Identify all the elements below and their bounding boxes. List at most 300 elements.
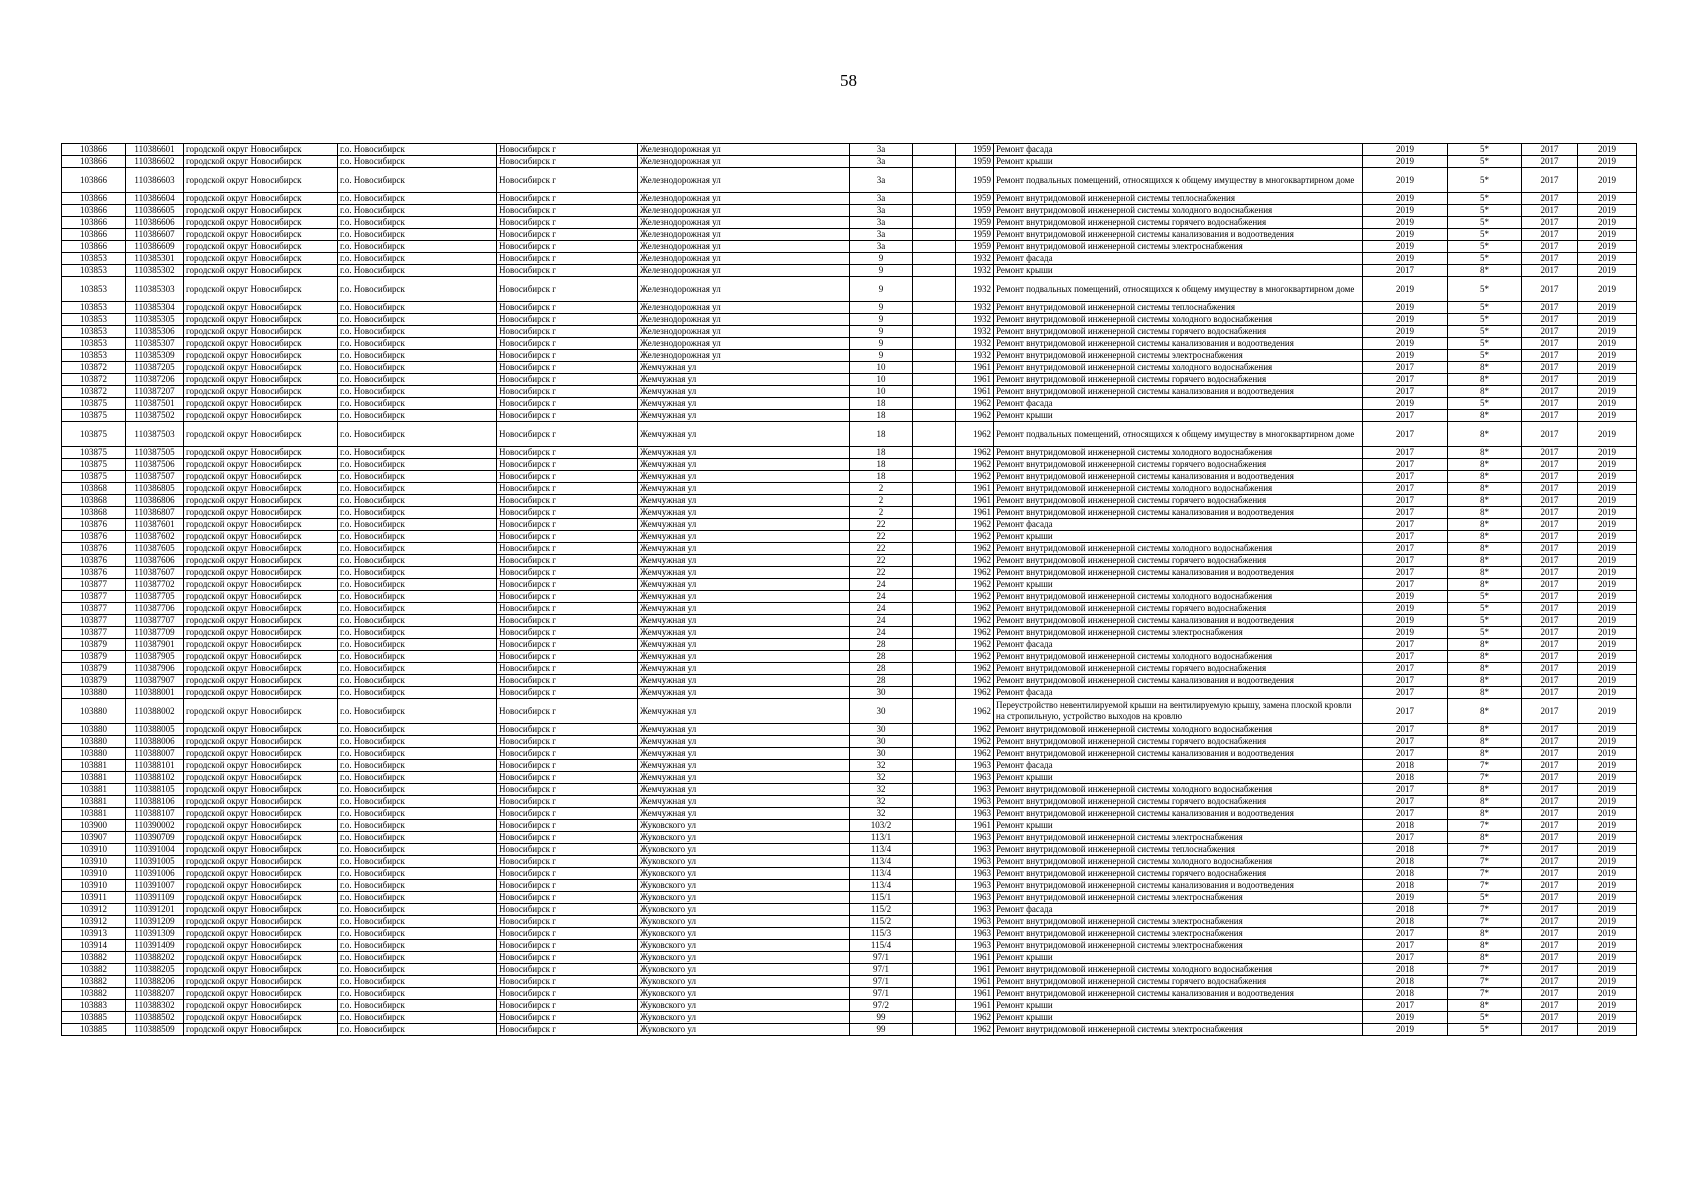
cell-locality: Новосибирск г	[497, 808, 638, 820]
cell-locality: Новосибирск г	[497, 156, 638, 168]
cell-settlement: г.о. Новосибирск	[338, 519, 497, 531]
cell-period-start: 2017	[1522, 374, 1578, 386]
cell-element-id: 110387205	[126, 362, 184, 374]
cell-building-cell	[913, 495, 956, 507]
cell-house-number: 9	[850, 350, 913, 362]
cell-plan-year: 2017	[1363, 687, 1448, 699]
cell-plan-year: 2017	[1363, 471, 1448, 483]
cell-street: Железнодорожная ул	[638, 277, 850, 302]
cell-criterion: 8*	[1448, 507, 1522, 519]
cell-period-start: 2017	[1522, 326, 1578, 338]
cell-plan-year: 2019	[1363, 217, 1448, 229]
cell-locality: Новосибирск г	[497, 675, 638, 687]
cell-locality: Новосибирск г	[497, 567, 638, 579]
cell-element-id: 110388207	[126, 988, 184, 1000]
cell-locality: Новосибирск г	[497, 868, 638, 880]
cell-building-cell	[913, 386, 956, 398]
cell-building-cell	[913, 531, 956, 543]
cell-work-type: Ремонт фасада	[994, 144, 1363, 156]
cell-element-id: 110386601	[126, 144, 184, 156]
cell-criterion: 5*	[1448, 326, 1522, 338]
cell-plan-year: 2019	[1363, 350, 1448, 362]
cell-work-type: Ремонт внутридомовой инженерной системы горячего водоснабжения	[994, 217, 1363, 229]
cell-period-end: 2019	[1578, 892, 1637, 904]
cell-build-year: 1963	[956, 784, 994, 796]
cell-build-year: 1963	[956, 868, 994, 880]
cell-house-number: 18	[850, 447, 913, 459]
cell-building-cell	[913, 591, 956, 603]
cell-municipal-district: городской округ Новосибирск	[184, 675, 338, 687]
cell-build-year: 1962	[956, 603, 994, 615]
cell-plan-year: 2019	[1363, 144, 1448, 156]
cell-building-cell	[913, 567, 956, 579]
cell-period-start: 2017	[1522, 144, 1578, 156]
cell-element-id: 110387506	[126, 459, 184, 471]
cell-period-end: 2019	[1578, 567, 1637, 579]
cell-house-number: 2	[850, 507, 913, 519]
cell-locality: Новосибирск г	[497, 495, 638, 507]
cell-house-id: 103875	[62, 398, 126, 410]
cell-house-id: 103876	[62, 531, 126, 543]
cell-municipal-district: городской округ Новосибирск	[184, 687, 338, 699]
cell-element-id: 110387607	[126, 567, 184, 579]
cell-period-start: 2017	[1522, 615, 1578, 627]
cell-period-end: 2019	[1578, 459, 1637, 471]
cell-house-id: 103866	[62, 229, 126, 241]
cell-locality: Новосибирск г	[497, 748, 638, 760]
cell-element-id: 110390002	[126, 820, 184, 832]
cell-build-year: 1962	[956, 410, 994, 422]
cell-period-end: 2019	[1578, 663, 1637, 675]
cell-house-id: 103876	[62, 567, 126, 579]
cell-period-end: 2019	[1578, 229, 1637, 241]
cell-period-end: 2019	[1578, 976, 1637, 988]
cell-plan-year: 2019	[1363, 205, 1448, 217]
cell-municipal-district: городской округ Новосибирск	[184, 507, 338, 519]
cell-house-id: 103881	[62, 796, 126, 808]
cell-element-id: 110391007	[126, 880, 184, 892]
cell-period-end: 2019	[1578, 952, 1637, 964]
cell-build-year: 1961	[956, 820, 994, 832]
cell-criterion: 8*	[1448, 555, 1522, 567]
cell-house-number: 28	[850, 639, 913, 651]
cell-period-start: 2017	[1522, 314, 1578, 326]
cell-criterion: 8*	[1448, 422, 1522, 447]
cell-house-number: 9	[850, 253, 913, 265]
cell-build-year: 1962	[956, 651, 994, 663]
cell-locality: Новосибирск г	[497, 856, 638, 868]
cell-house-number: 10	[850, 362, 913, 374]
cell-criterion: 8*	[1448, 543, 1522, 555]
table-row	[62, 796, 1637, 808]
cell-building-cell	[913, 784, 956, 796]
cell-plan-year: 2017	[1363, 422, 1448, 447]
table-row	[62, 940, 1637, 952]
cell-locality: Новосибирск г	[497, 422, 638, 447]
cell-street: Жемчужная ул	[638, 447, 850, 459]
cell-municipal-district: городской округ Новосибирск	[184, 144, 338, 156]
table-row	[62, 495, 1637, 507]
cell-house-number: 2	[850, 483, 913, 495]
cell-work-type: Ремонт внутридомовой инженерной системы электроснабжения	[994, 916, 1363, 928]
cell-element-id: 110386805	[126, 483, 184, 495]
cell-build-year: 1963	[956, 760, 994, 772]
cell-municipal-district: городской округ Новосибирск	[184, 156, 338, 168]
cell-criterion: 8*	[1448, 531, 1522, 543]
cell-build-year: 1962	[956, 519, 994, 531]
cell-period-end: 2019	[1578, 314, 1637, 326]
cell-house-number: 97/1	[850, 952, 913, 964]
cell-element-id: 110387505	[126, 447, 184, 459]
cell-element-id: 110391209	[126, 916, 184, 928]
cell-work-type: Ремонт крыши	[994, 410, 1363, 422]
table-row	[62, 531, 1637, 543]
cell-criterion: 5*	[1448, 1012, 1522, 1024]
cell-house-id: 103868	[62, 507, 126, 519]
cell-plan-year: 2018	[1363, 964, 1448, 976]
cell-plan-year: 2017	[1363, 386, 1448, 398]
cell-criterion: 7*	[1448, 856, 1522, 868]
cell-work-type: Ремонт внутридомовой инженерной системы горячего водоснабжения	[994, 326, 1363, 338]
cell-building-cell	[913, 471, 956, 483]
cell-plan-year: 2019	[1363, 615, 1448, 627]
cell-street: Железнодорожная ул	[638, 193, 850, 205]
table-row	[62, 1024, 1637, 1036]
table-row	[62, 784, 1637, 796]
cell-element-id: 110387706	[126, 603, 184, 615]
cell-settlement: г.о. Новосибирск	[338, 627, 497, 639]
cell-house-number: 30	[850, 724, 913, 736]
cell-period-start: 2017	[1522, 519, 1578, 531]
cell-municipal-district: городской округ Новосибирск	[184, 820, 338, 832]
cell-locality: Новосибирск г	[497, 736, 638, 748]
cell-house-number: 18	[850, 471, 913, 483]
cell-period-start: 2017	[1522, 964, 1578, 976]
cell-plan-year: 2017	[1363, 748, 1448, 760]
cell-municipal-district: городской округ Новосибирск	[184, 760, 338, 772]
cell-period-start: 2017	[1522, 940, 1578, 952]
cell-build-year: 1962	[956, 675, 994, 687]
cell-build-year: 1962	[956, 447, 994, 459]
cell-house-id: 103877	[62, 603, 126, 615]
cell-building-cell	[913, 724, 956, 736]
cell-period-start: 2017	[1522, 579, 1578, 591]
cell-house-number: 24	[850, 603, 913, 615]
cell-plan-year: 2018	[1363, 916, 1448, 928]
cell-street: Жемчужная ул	[638, 471, 850, 483]
cell-plan-year: 2017	[1363, 639, 1448, 651]
cell-settlement: г.о. Новосибирск	[338, 639, 497, 651]
cell-criterion: 8*	[1448, 471, 1522, 483]
cell-plan-year: 2018	[1363, 904, 1448, 916]
cell-period-start: 2017	[1522, 386, 1578, 398]
cell-locality: Новосибирск г	[497, 314, 638, 326]
cell-municipal-district: городской округ Новосибирск	[184, 386, 338, 398]
cell-period-end: 2019	[1578, 362, 1637, 374]
cell-locality: Новосибирск г	[497, 663, 638, 675]
cell-building-cell	[913, 241, 956, 253]
cell-period-end: 2019	[1578, 844, 1637, 856]
cell-element-id: 110391109	[126, 892, 184, 904]
cell-building-cell	[913, 651, 956, 663]
cell-period-end: 2019	[1578, 1012, 1637, 1024]
cell-settlement: г.о. Новосибирск	[338, 904, 497, 916]
cell-locality: Новосибирск г	[497, 326, 638, 338]
cell-build-year: 1959	[956, 168, 994, 193]
cell-criterion: 8*	[1448, 483, 1522, 495]
cell-settlement: г.о. Новосибирск	[338, 748, 497, 760]
cell-period-end: 2019	[1578, 410, 1637, 422]
cell-plan-year: 2019	[1363, 627, 1448, 639]
cell-element-id: 110387906	[126, 663, 184, 675]
cell-house-number: 24	[850, 591, 913, 603]
cell-settlement: г.о. Новосибирск	[338, 483, 497, 495]
cell-municipal-district: городской округ Новосибирск	[184, 253, 338, 265]
cell-street: Жемчужная ул	[638, 736, 850, 748]
cell-work-type: Ремонт внутридомовой инженерной системы электроснабжения	[994, 928, 1363, 940]
cell-house-id: 103872	[62, 386, 126, 398]
cell-settlement: г.о. Новосибирск	[338, 736, 497, 748]
cell-settlement: г.о. Новосибирск	[338, 699, 497, 724]
cell-work-type: Ремонт внутридомовой инженерной системы электроснабжения	[994, 350, 1363, 362]
cell-locality: Новосибирск г	[497, 952, 638, 964]
cell-locality: Новосибирск г	[497, 531, 638, 543]
cell-plan-year: 2017	[1363, 543, 1448, 555]
cell-locality: Новосибирск г	[497, 928, 638, 940]
cell-building-cell	[913, 507, 956, 519]
cell-locality: Новосибирск г	[497, 471, 638, 483]
cell-period-start: 2017	[1522, 952, 1578, 964]
cell-plan-year: 2017	[1363, 796, 1448, 808]
cell-period-end: 2019	[1578, 856, 1637, 868]
cell-period-start: 2017	[1522, 193, 1578, 205]
cell-house-number: 18	[850, 422, 913, 447]
cell-build-year: 1962	[956, 736, 994, 748]
cell-build-year: 1962	[956, 531, 994, 543]
cell-locality: Новосибирск г	[497, 302, 638, 314]
cell-building-cell	[913, 447, 956, 459]
cell-plan-year: 2018	[1363, 976, 1448, 988]
cell-house-number: 24	[850, 627, 913, 639]
cell-plan-year: 2017	[1363, 699, 1448, 724]
cell-work-type: Ремонт внутридомовой инженерной системы холодного водоснабжения	[994, 543, 1363, 555]
table-row	[62, 156, 1637, 168]
cell-element-id: 110386609	[126, 241, 184, 253]
cell-build-year: 1959	[956, 241, 994, 253]
cell-work-type: Ремонт внутридомовой инженерной системы горячего водоснабжения	[994, 796, 1363, 808]
cell-period-end: 2019	[1578, 1024, 1637, 1036]
cell-build-year: 1959	[956, 229, 994, 241]
cell-element-id: 110391006	[126, 868, 184, 880]
cell-period-end: 2019	[1578, 615, 1637, 627]
cell-criterion: 7*	[1448, 976, 1522, 988]
cell-plan-year: 2017	[1363, 567, 1448, 579]
cell-locality: Новосибирск г	[497, 784, 638, 796]
cell-criterion: 8*	[1448, 447, 1522, 459]
cell-element-id: 110387501	[126, 398, 184, 410]
cell-house-number: 3а	[850, 217, 913, 229]
cell-plan-year: 2018	[1363, 820, 1448, 832]
cell-street: Жемчужная ул	[638, 362, 850, 374]
cell-house-id: 103875	[62, 422, 126, 447]
cell-plan-year: 2019	[1363, 302, 1448, 314]
cell-building-cell	[913, 844, 956, 856]
cell-criterion: 8*	[1448, 651, 1522, 663]
cell-element-id: 110387901	[126, 639, 184, 651]
cell-work-type: Ремонт подвальных помещений, относящихся к общему имуществу в многоквартирном доме	[994, 422, 1363, 447]
cell-period-end: 2019	[1578, 928, 1637, 940]
cell-work-type: Ремонт внутридомовой инженерной системы электроснабжения	[994, 1024, 1363, 1036]
cell-work-type: Ремонт внутридомовой инженерной системы канализования и водоотведения	[994, 880, 1363, 892]
cell-build-year: 1962	[956, 627, 994, 639]
cell-building-cell	[913, 856, 956, 868]
cell-house-id: 103885	[62, 1024, 126, 1036]
cell-municipal-district: городской округ Новосибирск	[184, 350, 338, 362]
cell-work-type: Ремонт фасада	[994, 760, 1363, 772]
cell-settlement: г.о. Новосибирск	[338, 964, 497, 976]
table-row	[62, 880, 1637, 892]
cell-work-type: Ремонт крыши	[994, 820, 1363, 832]
table-row	[62, 144, 1637, 156]
cell-street: Жемчужная ул	[638, 760, 850, 772]
cell-build-year: 1962	[956, 724, 994, 736]
cell-street: Жуковского ул	[638, 856, 850, 868]
cell-work-type: Ремонт внутридомовой инженерной системы холодного водоснабжения	[994, 856, 1363, 868]
cell-building-cell	[913, 687, 956, 699]
cell-house-number: 3а	[850, 156, 913, 168]
cell-period-end: 2019	[1578, 156, 1637, 168]
cell-house-number: 115/4	[850, 940, 913, 952]
cell-street: Жемчужная ул	[638, 615, 850, 627]
cell-period-start: 2017	[1522, 229, 1578, 241]
cell-house-number: 28	[850, 663, 913, 675]
cell-criterion: 5*	[1448, 1024, 1522, 1036]
cell-build-year: 1962	[956, 748, 994, 760]
cell-element-id: 110386602	[126, 156, 184, 168]
cell-period-end: 2019	[1578, 760, 1637, 772]
cell-period-start: 2017	[1522, 241, 1578, 253]
cell-plan-year: 2017	[1363, 940, 1448, 952]
cell-settlement: г.о. Новосибирск	[338, 675, 497, 687]
cell-street: Жуковского ул	[638, 952, 850, 964]
cell-house-id: 103876	[62, 555, 126, 567]
cell-settlement: г.о. Новосибирск	[338, 579, 497, 591]
cell-municipal-district: городской округ Новосибирск	[184, 398, 338, 410]
cell-period-start: 2017	[1522, 302, 1578, 314]
cell-period-start: 2017	[1522, 784, 1578, 796]
cell-house-id: 103875	[62, 447, 126, 459]
cell-criterion: 8*	[1448, 519, 1522, 531]
cell-house-id: 103880	[62, 748, 126, 760]
cell-period-start: 2017	[1522, 868, 1578, 880]
cell-period-end: 2019	[1578, 555, 1637, 567]
cell-house-number: 113/1	[850, 832, 913, 844]
cell-plan-year: 2019	[1363, 398, 1448, 410]
cell-house-number: 22	[850, 531, 913, 543]
cell-criterion: 5*	[1448, 229, 1522, 241]
cell-period-end: 2019	[1578, 736, 1637, 748]
cell-period-start: 2017	[1522, 483, 1578, 495]
cell-period-start: 2017	[1522, 362, 1578, 374]
cell-element-id: 110388509	[126, 1024, 184, 1036]
cell-settlement: г.о. Новосибирск	[338, 241, 497, 253]
cell-settlement: г.о. Новосибирск	[338, 410, 497, 422]
table-row	[62, 808, 1637, 820]
cell-period-start: 2017	[1522, 844, 1578, 856]
cell-plan-year: 2017	[1363, 675, 1448, 687]
cell-building-cell	[913, 338, 956, 350]
cell-build-year: 1962	[956, 459, 994, 471]
cell-plan-year: 2017	[1363, 724, 1448, 736]
table-row	[62, 350, 1637, 362]
cell-locality: Новосибирск г	[497, 724, 638, 736]
cell-work-type: Ремонт подвальных помещений, относящихся к общему имуществу в многоквартирном доме	[994, 277, 1363, 302]
cell-house-number: 3а	[850, 144, 913, 156]
cell-house-id: 103881	[62, 772, 126, 784]
cell-settlement: г.о. Новосибирск	[338, 760, 497, 772]
cell-period-start: 2017	[1522, 820, 1578, 832]
cell-work-type: Ремонт крыши	[994, 772, 1363, 784]
cell-period-start: 2017	[1522, 156, 1578, 168]
cell-settlement: г.о. Новосибирск	[338, 374, 497, 386]
cell-house-id: 103853	[62, 326, 126, 338]
table-row	[62, 386, 1637, 398]
cell-plan-year: 2019	[1363, 603, 1448, 615]
cell-locality: Новосибирск г	[497, 627, 638, 639]
cell-criterion: 8*	[1448, 459, 1522, 471]
cell-work-type: Ремонт внутридомовой инженерной системы канализования и водоотведения	[994, 808, 1363, 820]
cell-work-type: Ремонт фасада	[994, 519, 1363, 531]
cell-house-id: 103868	[62, 495, 126, 507]
cell-street: Жемчужная ул	[638, 772, 850, 784]
cell-element-id: 110386607	[126, 229, 184, 241]
cell-street: Жуковского ул	[638, 1000, 850, 1012]
cell-criterion: 8*	[1448, 265, 1522, 277]
cell-street: Жемчужная ул	[638, 519, 850, 531]
cell-period-end: 2019	[1578, 748, 1637, 760]
cell-period-start: 2017	[1522, 699, 1578, 724]
cell-period-start: 2017	[1522, 856, 1578, 868]
cell-municipal-district: городской округ Новосибирск	[184, 495, 338, 507]
table-row	[62, 507, 1637, 519]
cell-settlement: г.о. Новосибирск	[338, 976, 497, 988]
cell-period-end: 2019	[1578, 265, 1637, 277]
cell-street: Жуковского ул	[638, 904, 850, 916]
table-row	[62, 567, 1637, 579]
table-row	[62, 326, 1637, 338]
cell-work-type: Ремонт внутридомовой инженерной системы канализования и водоотведения	[994, 229, 1363, 241]
cell-locality: Новосибирск г	[497, 916, 638, 928]
table-row	[62, 519, 1637, 531]
cell-work-type: Ремонт внутридомовой инженерной системы горячего водоснабжения	[994, 736, 1363, 748]
cell-work-type: Ремонт внутридомовой инженерной системы холодного водоснабжения	[994, 205, 1363, 217]
cell-municipal-district: городской округ Новосибирск	[184, 796, 338, 808]
cell-locality: Новосибирск г	[497, 1000, 638, 1012]
cell-period-end: 2019	[1578, 326, 1637, 338]
table-row	[62, 868, 1637, 880]
cell-house-id: 103881	[62, 808, 126, 820]
cell-build-year: 1932	[956, 302, 994, 314]
cell-settlement: г.о. Новосибирск	[338, 868, 497, 880]
cell-period-end: 2019	[1578, 338, 1637, 350]
cell-build-year: 1932	[956, 338, 994, 350]
cell-build-year: 1962	[956, 1012, 994, 1024]
cell-settlement: г.о. Новосибирск	[338, 326, 497, 338]
cell-street: Железнодорожная ул	[638, 314, 850, 326]
cell-element-id: 110385307	[126, 338, 184, 350]
cell-element-id: 110386605	[126, 205, 184, 217]
cell-period-end: 2019	[1578, 603, 1637, 615]
